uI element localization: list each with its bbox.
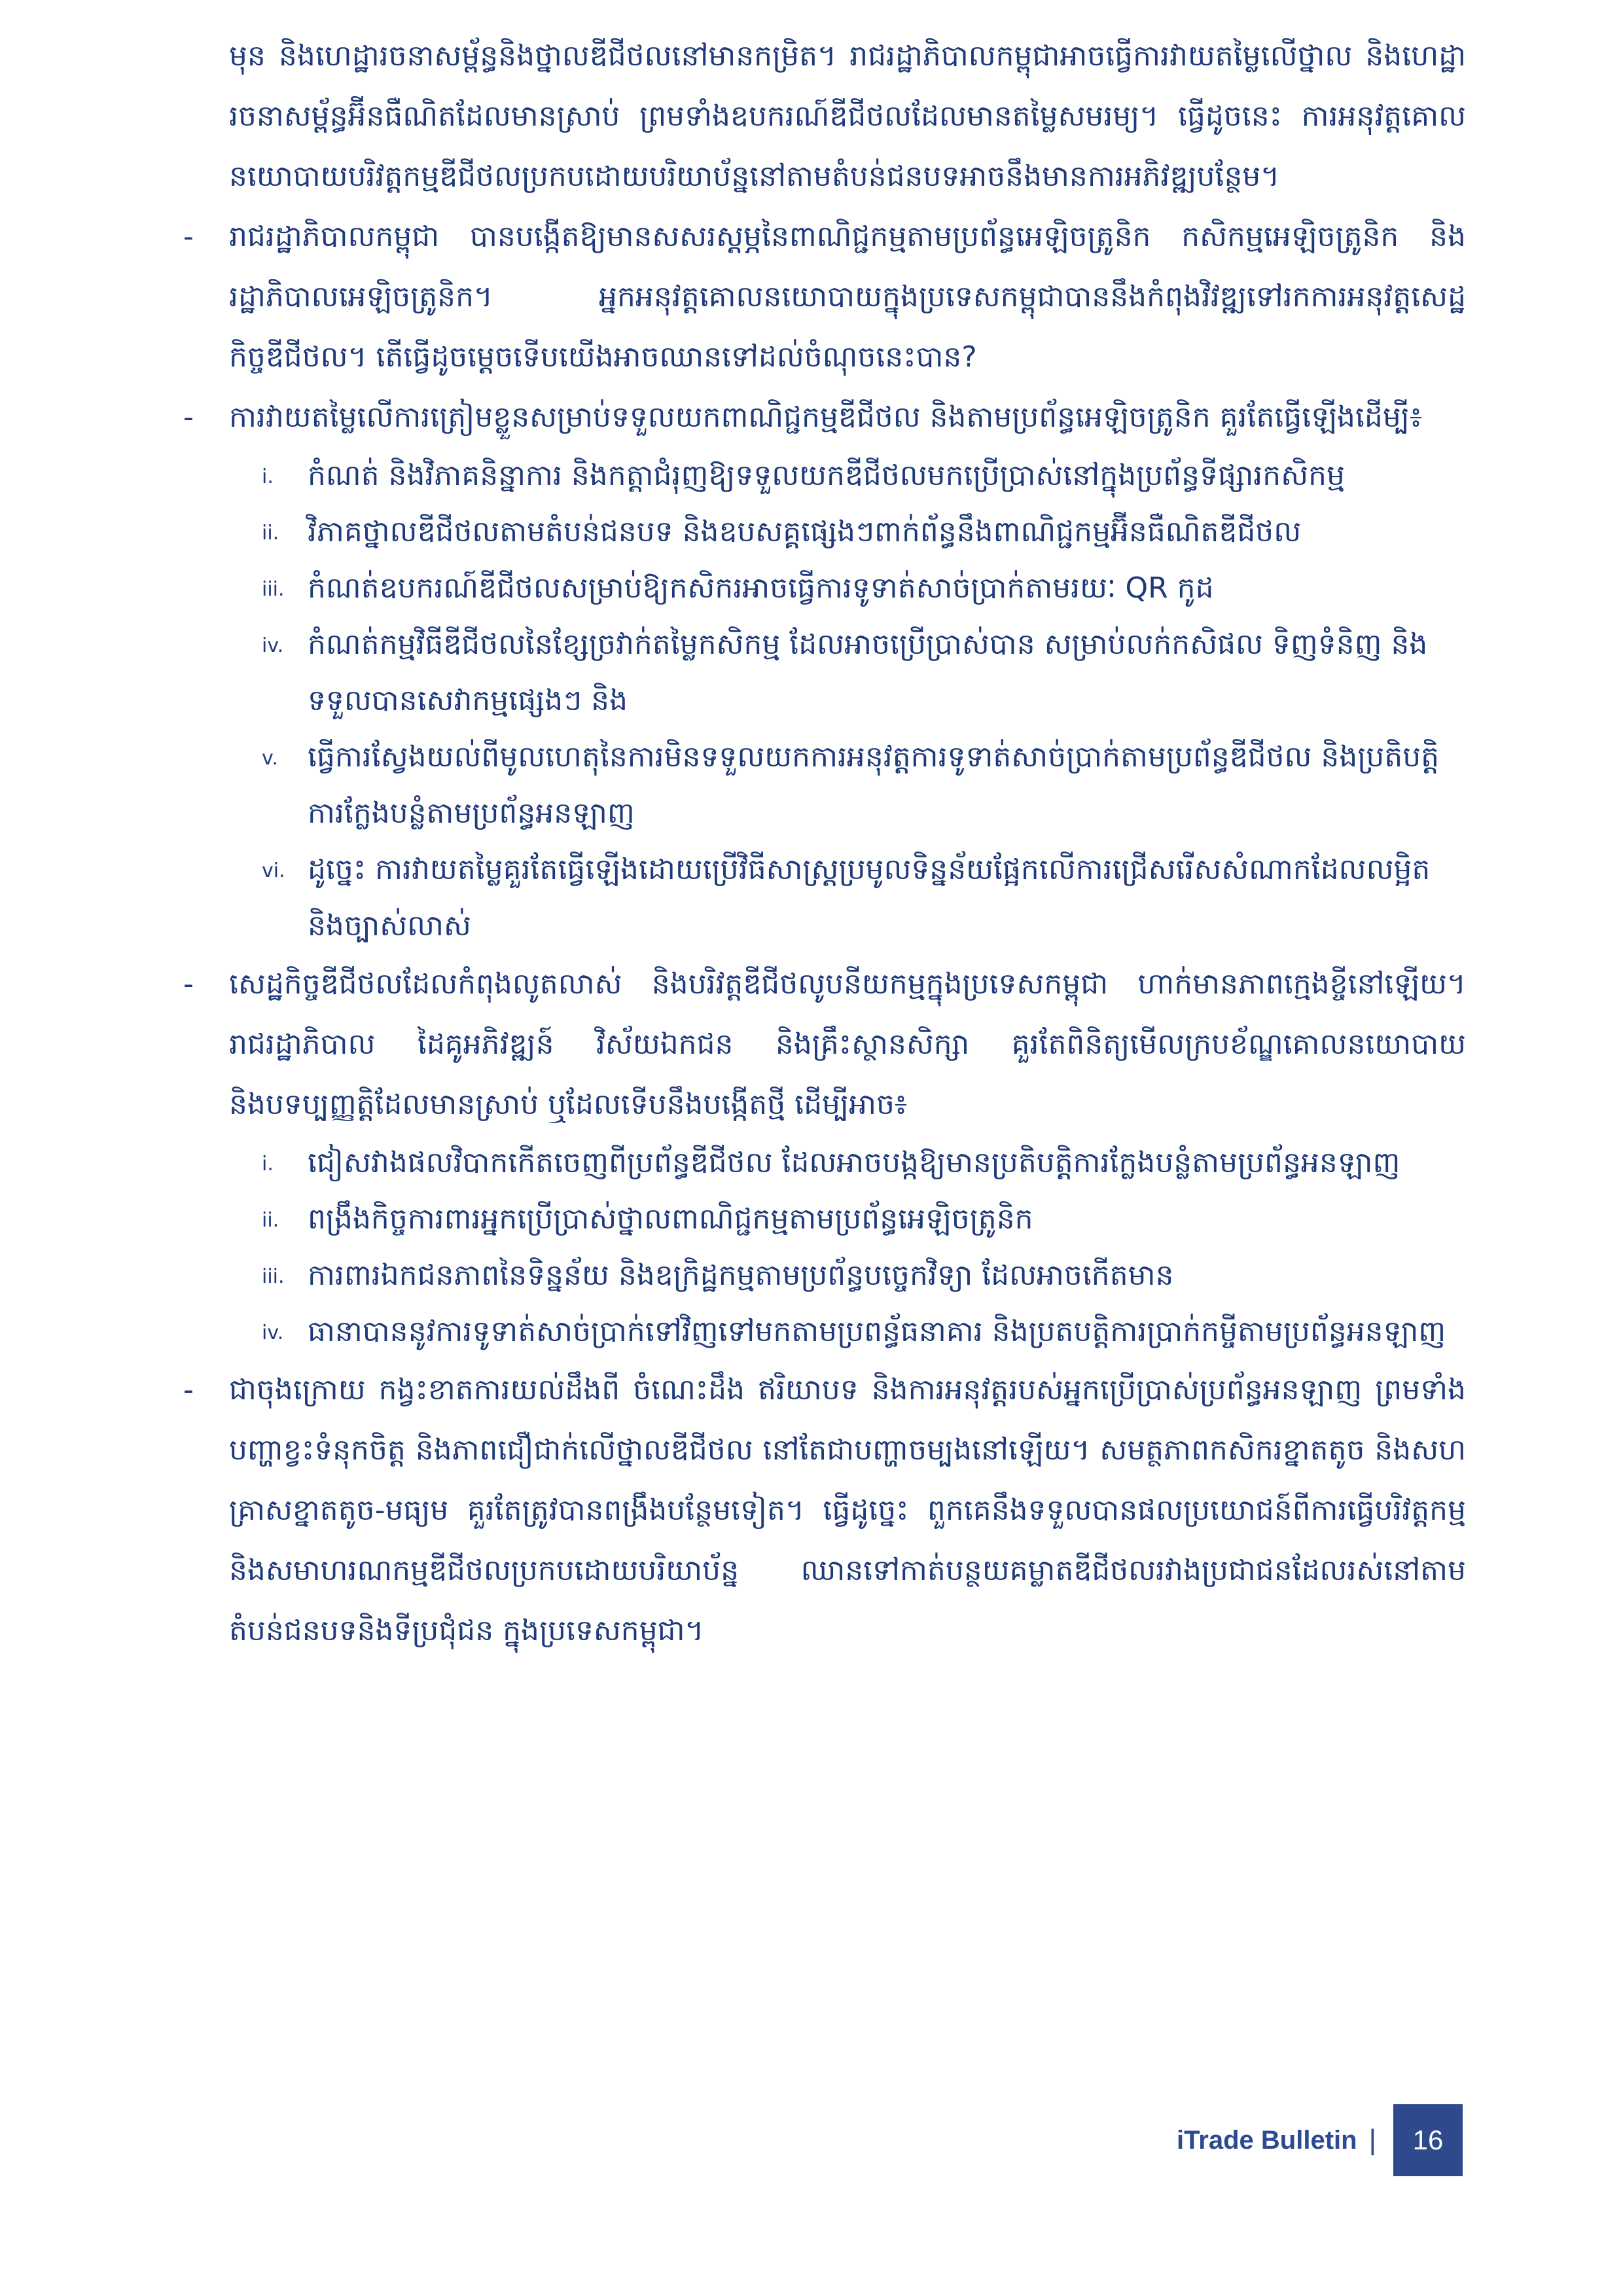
page-number: 16 xyxy=(1393,2104,1463,2176)
sub-item-text: ពង្រឹងកិច្ចការពារអ្នកប្រើប្រាស់ថ្នាលពាណិជ្ជកម្មតាមប្រព័ន្ធអេឡិចត្រូនិក xyxy=(308,1202,1033,1236)
sub-numeral: iv. xyxy=(262,1321,284,1344)
sub-item-text: ធ្វើការស្វែងយល់ពីមូលហេតុនៃការមិនទទួលយកការអនុវត្តការទូទាត់សាច់ប្រាក់តាមប្រព័ន្ធឌីជីថល និងប្រតិបត្តិការក្លែងបន្លំតាមប្រព័ន្ធអនឡាញ xyxy=(308,740,1440,830)
bullet-marker: - xyxy=(183,220,194,253)
bullet-1 xyxy=(183,207,1466,387)
sub-list xyxy=(183,448,1466,954)
bullet-marker: - xyxy=(183,1373,194,1407)
sub-list xyxy=(183,1135,1466,1360)
sub-numeral: vi. xyxy=(262,859,285,882)
sub-item xyxy=(183,560,1466,617)
sub-item xyxy=(183,1191,1466,1247)
page-content xyxy=(183,26,1466,1661)
bullet-paragraph xyxy=(183,954,1466,1135)
sub-item xyxy=(183,1247,1466,1304)
sub-item-text: ជៀសវាងផលវិបាកកើតចេញពីប្រព័ន្ធឌីជីថល ដែលអាចបង្កឱ្យមានប្រតិបត្តិការក្លែងបន្លំតាមប្រព័ន្ធអនឡាញ xyxy=(308,1146,1400,1179)
sub-item-text: ដូច្នេះ ការវាយតម្លៃគួរតែធ្វើឡើងដោយប្រើវិធីសាស្ត្រប្រមូលទិន្នន័យផ្អែកលើការជ្រើសរើសសំណាកដែលលម្អិត និងច្បាស់លាស់ xyxy=(308,853,1431,942)
sub-numeral: i. xyxy=(262,465,274,488)
bullet-paragraph xyxy=(183,1360,1466,1661)
bullet-text: ការវាយតម្លៃលើការត្រៀមខ្លួនសម្រាប់ទទួលយកពាណិជ្ជកម្មឌីជីថល និងតាមប្រព័ន្ធអេឡិចត្រូនិក គួរតែធ្វើឡើងដើម្បី៖ xyxy=(229,401,1423,434)
sub-item xyxy=(183,1304,1466,1360)
bullet-2 xyxy=(183,387,1466,954)
sub-item xyxy=(183,842,1466,954)
sub-item xyxy=(183,1135,1466,1191)
bullet-text: សេដ្ឋកិច្ចឌីជីថលដែលកំពុងលូតលាស់ និងបរិវត្តឌីជីថលូបនីយកម្មក្នុងប្រទេសកម្ពុជា ហាក់មានភាពក្មេងខ្ចីនៅឡើយ។ រាជរដ្ឋាភិបាល ដៃគូអភិវឌ្ឍន៍ វិស័យឯកជន និងគ្រឹះស្ថានសិក្សា គួរតែពិនិត្យមើលក្របខ័ណ្ឌគោលនយោបាយ និងបទប្បញ្ញត្តិដែលមានស្រាប់ ឬដែលទើបនឹងបង្កើតថ្មី ដើម្បីអាច៖ xyxy=(229,967,1466,1121)
bullet-4 xyxy=(183,1360,1466,1661)
sub-numeral: ii. xyxy=(262,522,279,545)
intro-paragraph: មុន និងហេដ្ឋារចនាសម្ព័ន្ធនិងថ្នាលឌីជីថលនៅមានកម្រិត។ រាជរដ្ឋាភិបាលកម្ពុជាអាចធ្វើការវាយតម្លៃលើថ្នាល និងហេដ្ឋារចនាសម្ព័ន្ធអ៊ីនធឺណិតដែលមានស្រាប់ ព្រមទាំងឧបករណ៍ឌីជីថលដែលមានតម្លៃសមរម្យ។ ធ្វើដូចនេះ ការអនុវត្តគោលនយោបាយបរិវត្តកម្មឌីជីថលប្រកបដោយបរិយាប័ន្ននៅតាមតំបន់ជនបទអាចនឹងមានការអភិវឌ្ឍបន្ថែម។ xyxy=(229,39,1466,193)
sub-numeral: iii. xyxy=(262,578,285,601)
bulletin-title: iTrade Bulletin xyxy=(1176,2125,1357,2155)
bullet-3 xyxy=(183,954,1466,1360)
bullet-marker: - xyxy=(183,401,194,434)
bullet-paragraph xyxy=(183,207,1466,387)
bullet-marker: - xyxy=(183,967,194,1001)
sub-numeral: iii. xyxy=(262,1265,285,1288)
sub-item-text: ការពារឯកជនភាពនៃទិន្នន័យ និងឧក្រិដ្ឋកម្មតាមប្រព័ន្ធបច្ចេកវិទ្យា ដែលអាចកើតមាន xyxy=(308,1259,1174,1292)
sub-item xyxy=(183,448,1466,504)
sub-item xyxy=(183,504,1466,560)
page-footer xyxy=(1177,2104,1463,2176)
sub-numeral: iv. xyxy=(262,634,284,657)
sub-item xyxy=(183,617,1466,729)
sub-item-text: កំណត់ឧបករណ៍ឌីជីថលសម្រាប់ឱ្យកសិករអាចធ្វើការទូទាត់សាច់ប្រាក់តាមរយៈ QR កូដ xyxy=(308,571,1214,605)
bullet-paragraph xyxy=(183,387,1466,448)
sub-item-text: កំណត់កម្មវិធីឌីជីថលនៃខ្សែច្រវាក់តម្លៃកសិកម្ម ដែលអាចប្រើប្រាស់បាន សម្រាប់លក់កសិផល ទិញទំនិញ និងទទួលបានសេវាកម្មផ្សេងៗ និង xyxy=(308,628,1428,717)
sub-numeral: ii. xyxy=(262,1209,279,1232)
bullet-text: ជាចុងក្រោយ កង្វះខាតការយល់ដឹងពី ចំណេះដឹង ឥរិយាបទ និងការអនុវត្តរបស់អ្នកប្រើប្រាស់ប្រព័ន្ធអនឡាញ ព្រមទាំងបញ្ហាខ្វះទំនុកចិត្ត និងភាពជឿជាក់លើថ្នាលឌីជីថល នៅតែជាបញ្ហាចម្បងនៅឡើយ។ សមត្ថភាពកសិករខ្នាតតូច និងសហគ្រាសខ្នាតតូច-មធ្យម គួរតែត្រូវបានពង្រឹងបន្ថែមទៀត។ ធ្វើដូច្នេះ ពួកគេនឹងទទួលបានផលប្រយោជន៍ពីការធ្វើបរិវត្តកម្មនិងសមាហរណកម្មឌីជីថលប្រកបដោយបរិយាប័ន្ន ឈានទៅកាត់បន្ថយគម្លាតឌីជីថលរវាងប្រជាជនដែលរស់នៅតាមតំបន់ជនបទនិងទីប្រជុំជន ក្នុងប្រទេសកម្ពុជា។ xyxy=(229,1373,1466,1647)
sub-numeral: v. xyxy=(262,747,278,770)
sub-item-text: កំណត់ និងវិភាគនិន្នាការ និងកត្តាជំរុញឱ្យទទួលយកឌីជីថលមកប្រើប្រាស់នៅក្នុងប្រព័ន្ធទីផ្សារកសិកម្ម xyxy=(308,459,1345,492)
sub-item-text: ធានាបាននូវការទូទាត់សាច់ប្រាក់ទៅវិញទៅមកតាមប្រពន្ធ័ធនាគារ និងប្រតបត្តិការប្រាក់កម្ចីតាមប្រព័ន្ធអនឡាញ xyxy=(308,1315,1446,1348)
sub-numeral: i. xyxy=(262,1153,274,1175)
bullet-text: រាជរដ្ឋាភិបាលកម្ពុជា បានបង្កើតឱ្យមានសសរស្តម្ភនៃពាណិជ្ជកម្មតាមប្រព័ន្ធអេឡិចត្រូនិក កសិកម្មអេឡិចត្រូនិក និងរដ្ឋាភិបាលអេឡិចត្រូនិក។ អ្នកអនុវត្តគោលនយោបាយក្នុងប្រទេសកម្ពុជាបាននឹងកំពុងវិវឌ្ឍទៅរកការអនុវត្តសេដ្ឋកិច្ចឌីជីថល។ តើធ្វើដូចម្តេចទើបយើងអាចឈានទៅដល់ចំណុចនេះបាន? xyxy=(229,220,1466,374)
sub-item xyxy=(183,729,1466,842)
sub-item-text: វិភាគថ្នាលឌីជីថលតាមតំបន់ជនបទ និងឧបសគ្គផ្សេងៗពាក់ព័ន្ធនឹងពាណិជ្ជកម្មអ៊ីនធឺណិតឌីជីថល xyxy=(308,515,1302,548)
footer-separator: | xyxy=(1368,2124,1376,2156)
